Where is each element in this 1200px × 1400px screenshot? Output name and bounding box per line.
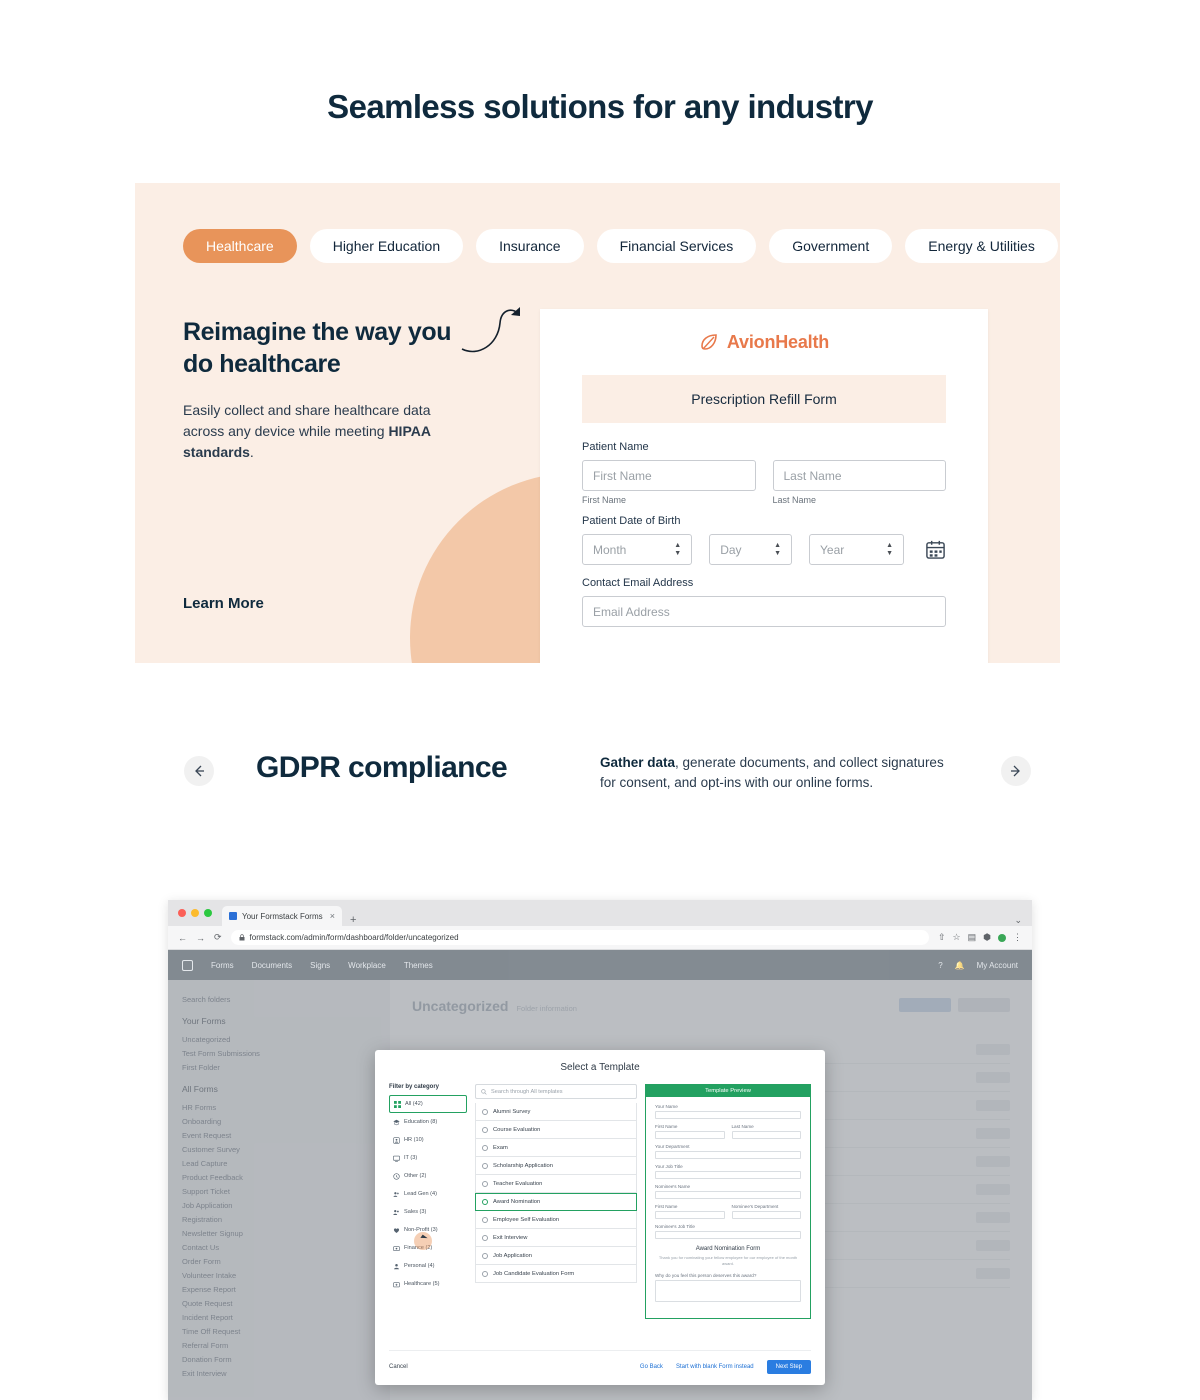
reload-icon[interactable]: ⟳	[214, 932, 222, 942]
url-text: formstack.com/admin/form/dashboard/folder/uncategorized	[249, 933, 459, 942]
sidebar-item-test-form-submissions[interactable]: Test Form Submissions	[182, 1048, 260, 1058]
other-icon	[393, 1173, 400, 1180]
select-template-modal	[375, 1050, 825, 1385]
template-preview	[645, 1084, 811, 1319]
cancel-button[interactable]: Cancel	[389, 1364, 408, 1370]
preview-field-label: Nominee's Name	[655, 1184, 691, 1189]
template-item[interactable]	[475, 1229, 637, 1247]
category-label: IT (3)	[404, 1155, 418, 1161]
app-logo-icon	[182, 960, 193, 971]
tab-government[interactable]: Government	[769, 229, 892, 263]
template-search-input[interactable]	[475, 1084, 637, 1099]
finance-icon	[393, 1245, 400, 1252]
industry-tabs	[183, 229, 1058, 263]
category-label: Finance (2)	[404, 1245, 433, 1251]
first-name-input[interactable]: First Name	[582, 460, 756, 491]
formstack-app	[168, 950, 1032, 1400]
template-item[interactable]	[475, 1103, 637, 1121]
chevron-updown-icon: ▲ ▼	[774, 541, 782, 557]
forward-arrow-icon[interactable]: →	[196, 932, 205, 943]
industry-body-suffix: .	[249, 444, 254, 460]
hr-icon	[393, 1137, 400, 1144]
industry-panel	[135, 183, 1060, 663]
preview-input	[655, 1171, 801, 1179]
url-input[interactable]	[231, 930, 929, 945]
dob-row	[582, 534, 946, 565]
last-name-sublabel: Last Name	[772, 495, 817, 505]
template-item[interactable]	[475, 1157, 637, 1175]
preview-field-label: First Name	[655, 1124, 678, 1129]
category-healthcare[interactable]	[389, 1275, 467, 1293]
nav-workplace[interactable]: Workplace	[348, 960, 386, 970]
template-label: Alumni Survey	[493, 1108, 531, 1115]
leaf-icon	[699, 332, 719, 352]
healthcare-icon	[393, 1281, 400, 1288]
preview-field-label: Your Job Title	[655, 1164, 683, 1169]
preview-input	[655, 1131, 725, 1139]
dob-label: Patient Date of Birth	[582, 515, 681, 527]
sidebar-item[interactable]: Referral Form	[182, 1340, 229, 1350]
template-label: Course Evaluation	[493, 1126, 541, 1133]
sidebar-item-first-folder[interactable]: First Folder	[182, 1062, 220, 1072]
preview-input	[655, 1211, 725, 1219]
nav-signs[interactable]: Signs	[310, 960, 331, 970]
sidebar-item[interactable]: Newsletter Signup	[182, 1228, 243, 1238]
sidebar-item[interactable]: Volunteer Intake	[182, 1270, 237, 1280]
curved-arrow-icon	[460, 303, 530, 358]
sidebar-item[interactable]: Support Ticket	[182, 1186, 230, 1196]
template-label: Job Candidate Evaluation Form	[493, 1270, 575, 1277]
category-it[interactable]	[389, 1149, 467, 1167]
patient-name-label: Patient Name	[582, 441, 649, 453]
radio-icon	[482, 1199, 488, 1205]
template-item[interactable]	[475, 1175, 637, 1193]
modal-footer-right	[640, 1360, 811, 1374]
category-label: Personal (4)	[404, 1263, 435, 1269]
sales-icon	[393, 1209, 400, 1216]
sidebar-item[interactable]: Customer Survey	[182, 1144, 240, 1154]
category-label: Education (8)	[404, 1119, 438, 1125]
go-back-button[interactable]: Go Back	[639, 1364, 663, 1370]
prescription-form-card	[540, 309, 988, 663]
brand	[540, 309, 988, 375]
industry-body	[183, 400, 463, 463]
help-icon[interactable]: ?	[938, 960, 943, 970]
template-label: Award Nomination	[493, 1199, 541, 1205]
browser-tab[interactable]	[222, 906, 342, 926]
template-label: Exit Interview	[493, 1234, 528, 1241]
arrow-right-icon	[1009, 764, 1023, 778]
sidebar-search[interactable]: Search folders	[182, 994, 231, 1004]
template-item[interactable]	[475, 1211, 637, 1229]
modal-title: Select a Template	[560, 1062, 640, 1073]
app-navbar-right	[938, 961, 1018, 970]
dob-month-select[interactable]	[582, 534, 692, 565]
carousel-prev-button[interactable]	[184, 756, 214, 786]
next-step-button[interactable]: Next Step	[767, 1360, 811, 1374]
category-label: Lead Gen (4)	[404, 1191, 437, 1197]
grid-icon	[394, 1101, 401, 1108]
preview-textarea	[655, 1280, 801, 1302]
preview-question: Why do you feel this person deserves this award?	[655, 1273, 757, 1278]
template-label: Exam	[493, 1144, 508, 1151]
preview-input	[655, 1231, 801, 1239]
browser-tabbar	[168, 900, 1032, 926]
preview-field-label: Nominee's Job Title	[655, 1224, 695, 1229]
email-label: Contact Email Address	[582, 577, 694, 589]
browser-toolbar-icons	[938, 932, 1022, 943]
radio-icon	[482, 1235, 488, 1241]
search-icon	[481, 1089, 487, 1095]
template-item[interactable]	[475, 1265, 637, 1283]
lock-icon	[239, 934, 245, 941]
it-icon	[393, 1155, 400, 1162]
preview-form-title: Award Nomination Form	[695, 1246, 761, 1252]
patient-name-row	[582, 460, 946, 505]
industry-body-prefix: Easily collect and share healthcare data across any device while meeting	[183, 402, 431, 439]
category-all[interactable]	[389, 1095, 467, 1113]
template-label: Employee Self Evaluation	[493, 1216, 560, 1223]
preview-input	[655, 1111, 801, 1119]
sidebar-item[interactable]: Incident Report	[182, 1312, 233, 1322]
radio-icon	[482, 1145, 488, 1151]
modal-footer	[389, 1350, 811, 1374]
category-education[interactable]	[389, 1113, 467, 1131]
browser-tab-title: Your Formstack Forms	[242, 911, 323, 921]
minimize-window-button[interactable]	[191, 909, 199, 917]
tab-insurance[interactable]: Insurance	[476, 229, 583, 263]
category-hr[interactable]	[389, 1131, 467, 1149]
new-tab-button[interactable]: +	[350, 914, 357, 926]
preview-field-label: First Name	[655, 1204, 678, 1209]
category-label: All (42)	[405, 1101, 423, 1107]
radio-icon	[482, 1163, 488, 1169]
sidebar-section-your-forms: Your Forms	[182, 1016, 226, 1026]
blank-form-button[interactable]: Start with blank Form instead	[675, 1364, 754, 1370]
close-window-button[interactable]	[178, 909, 186, 917]
sidebar-item[interactable]: Job Application	[182, 1200, 233, 1210]
education-icon	[393, 1119, 400, 1126]
last-name-input[interactable]: Last Name	[773, 460, 947, 491]
nav-forms[interactable]: Forms	[211, 960, 234, 970]
preview-header: Template Preview	[646, 1085, 810, 1097]
sidebar-item[interactable]: Product Feedback	[182, 1172, 243, 1182]
template-label: Teacher Evaluation	[493, 1180, 543, 1187]
dob-day-value: Day	[720, 542, 742, 557]
page-title: Seamless solutions for any industry	[327, 88, 873, 125]
tab-list-icon[interactable]: ⌄	[1014, 915, 1022, 925]
sidebar-item[interactable]: Event Request	[182, 1130, 232, 1140]
app-navbar	[168, 950, 1032, 980]
industry-body-bold: HIPAA standards	[183, 423, 431, 460]
folder-crumb: Folder information	[516, 1004, 577, 1013]
sidebar-item[interactable]: HR Forms	[182, 1102, 217, 1112]
close-tab-icon[interactable]: ×	[329, 911, 335, 921]
sidebar-item[interactable]: Time Off Request	[182, 1326, 241, 1336]
preview-field-label: Your Department	[655, 1144, 690, 1149]
tab-higher-education[interactable]: Higher Education	[310, 229, 463, 263]
learn-more-link[interactable]: Learn More	[183, 595, 264, 612]
preview-input	[732, 1211, 802, 1219]
sidebar-section-all-forms: All Forms	[182, 1084, 218, 1094]
profile-icon[interactable]	[998, 934, 1006, 942]
template-list	[475, 1084, 637, 1319]
radio-icon	[482, 1217, 488, 1223]
share-icon[interactable]: ⇧	[938, 932, 946, 942]
form-banner-title: Prescription Refill Form	[582, 375, 946, 423]
email-input[interactable]: Email Address	[582, 596, 946, 627]
nav-documents[interactable]: Documents	[251, 960, 293, 970]
bell-icon[interactable]: 🔔	[954, 960, 965, 970]
tab-energy-utilities[interactable]: Energy & Utilities	[905, 229, 1058, 263]
category-label: Sales (3)	[404, 1209, 427, 1215]
template-search-placeholder: Search through All templates	[491, 1088, 563, 1095]
preview-field-label: Last Name	[731, 1124, 754, 1129]
dob-year-value: Year	[820, 542, 845, 557]
carousel-title: GDPR compliance	[256, 751, 508, 784]
template-label: Scholarship Application	[493, 1162, 553, 1169]
browser-urlbar	[168, 926, 1032, 950]
category-label: Healthcare (5)	[404, 1281, 440, 1287]
preview-input	[655, 1191, 801, 1199]
radio-icon	[482, 1271, 488, 1277]
category-personal[interactable]	[389, 1257, 467, 1275]
sidebar-item[interactable]: Exit Interview	[182, 1368, 227, 1378]
sidebar-item-uncategorized[interactable]: Uncategorized	[182, 1034, 231, 1044]
sidebar-item[interactable]: Order Form	[182, 1256, 221, 1266]
dob-day-select[interactable]	[709, 534, 792, 565]
preview-field-label: Nominee's Department	[731, 1204, 779, 1209]
radio-icon	[482, 1181, 488, 1187]
industry-copy	[183, 316, 483, 463]
sidebar-item[interactable]: Expense Report	[182, 1284, 236, 1294]
template-item-award-nomination[interactable]	[475, 1193, 637, 1211]
radio-icon	[482, 1253, 488, 1259]
dob-month-value: Month	[593, 542, 627, 557]
chevron-updown-icon: ▲ ▼	[674, 541, 682, 557]
maximize-window-button[interactable]	[204, 909, 212, 917]
preview-field-label: Your Name	[655, 1104, 678, 1109]
menu-icon[interactable]: ⋮	[1013, 932, 1022, 942]
radio-icon	[482, 1109, 488, 1115]
category-other[interactable]	[389, 1167, 467, 1185]
reader-icon[interactable]: ▤	[967, 932, 977, 942]
preview-input	[732, 1131, 802, 1139]
favicon-icon	[229, 912, 237, 920]
person-icon	[393, 1263, 400, 1270]
filter-heading: Filter by category	[389, 1084, 440, 1090]
category-label: HR (10)	[404, 1137, 424, 1143]
radio-icon	[482, 1127, 488, 1133]
window-controls[interactable]	[178, 900, 222, 926]
carousel-next-button[interactable]	[1001, 756, 1031, 786]
template-item[interactable]	[475, 1247, 637, 1265]
dob-year-select[interactable]	[809, 534, 904, 565]
sidebar-item[interactable]: Contact Us	[182, 1242, 220, 1252]
sidebar-item[interactable]: Lead Capture	[182, 1158, 228, 1168]
template-item[interactable]	[475, 1121, 637, 1139]
category-sales[interactable]	[389, 1203, 467, 1221]
back-arrow-icon[interactable]: ←	[178, 932, 187, 943]
preview-field-pair	[655, 1204, 801, 1224]
first-name-sublabel: First Name	[582, 495, 627, 505]
sidebar-item[interactable]: Onboarding	[182, 1116, 222, 1126]
industry-headline: Reimagine the way you do healthcare	[183, 318, 452, 378]
sidebar-item[interactable]: Registration	[182, 1214, 223, 1224]
sidebar-item[interactable]: Quote Request	[182, 1298, 233, 1308]
calendar-icon[interactable]	[925, 539, 946, 560]
brand-name: AvionHealth	[726, 331, 830, 352]
modal-columns	[389, 1084, 811, 1319]
preview-field-pair	[655, 1124, 801, 1144]
category-lead-gen[interactable]	[389, 1185, 467, 1203]
heart-icon	[393, 1227, 400, 1234]
tab-healthcare[interactable]: Healthcare	[183, 229, 297, 263]
carousel-description	[600, 753, 945, 792]
category-label: Non-Profit (3)	[404, 1227, 438, 1233]
tab-financial-services[interactable]: Financial Services	[597, 229, 757, 263]
arrow-left-icon	[192, 764, 206, 778]
sidebar-item[interactable]: Donation Form	[182, 1354, 232, 1364]
browser-window	[168, 900, 1032, 1400]
category-label: Other (2)	[404, 1173, 427, 1179]
nav-themes[interactable]: Themes	[403, 960, 433, 970]
form-body	[540, 423, 988, 627]
folder-title-text: Uncategorized	[412, 998, 509, 1014]
carousel-desc-rest: , generate documents, and collect signatures for consent, and opt-ins with our online forms.	[600, 755, 944, 790]
preview-body	[646, 1097, 810, 1309]
star-icon[interactable]: ☆	[952, 932, 961, 942]
template-item[interactable]	[475, 1139, 637, 1157]
chevron-updown-icon: ▲ ▼	[886, 541, 893, 557]
category-filter	[389, 1084, 467, 1319]
leadgen-icon	[393, 1191, 400, 1198]
extension-icon[interactable]: ⬢	[983, 932, 991, 942]
preview-input	[655, 1151, 801, 1159]
template-label: Job Application	[493, 1252, 532, 1259]
preview-note: Thank you for nominating your fellow employee for our employee of the month award.	[658, 1255, 798, 1266]
carousel-desc-bold: Gather data	[600, 755, 676, 770]
account-menu[interactable]: My Account	[976, 960, 1018, 970]
